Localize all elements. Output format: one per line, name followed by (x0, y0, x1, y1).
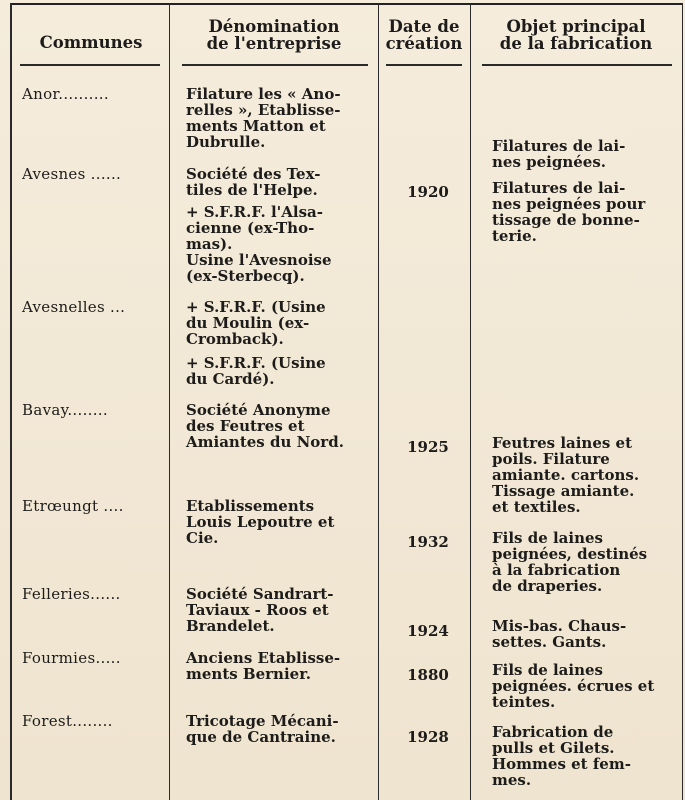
entreprise-anor: Filature les « Ano- relles », Etablisse- ments Matton et Dubrulle. (186, 85, 341, 151)
date-fourmies: 1880 (407, 666, 449, 684)
commune-anor: Anor.......... (22, 85, 109, 103)
entreprise-fourmies: Anciens Etablisse- ments Bernier. (186, 649, 341, 683)
commune-avesnelles: Avesnelles ... (22, 298, 126, 316)
header-underline-objet (482, 64, 672, 66)
top-rule (10, 3, 682, 5)
entreprise-forest: Tricotage Mécani- que de Cantraine. (186, 712, 339, 746)
commune-avesnes: Avesnes ...... (22, 165, 122, 183)
commune-fourmies: Fourmies..... (22, 649, 121, 667)
column-divider-2 (378, 3, 379, 800)
left-border (10, 3, 12, 800)
objet-bavay: Feutres laines et poils. Filature amiante. cartons. Tissage amiante. et textiles. (492, 434, 640, 516)
date-felleries: 1924 (407, 622, 449, 640)
date-bavay: 1925 (407, 438, 449, 456)
entreprise-alsacienne: + S.F.R.F. l'Alsa- cienne (ex-Tho- mas). Usine l'Avesnoise (ex-Sterbecq). (186, 203, 332, 285)
objet-fourmies: Fils de laines peignées. écrues et teintes. (492, 661, 655, 711)
objet-forest: Fabrication de pulls et Gilets. Hommes et fem- mes. (492, 723, 631, 789)
entreprise-usine-moulin: + S.F.R.F. (Usine du Moulin (ex- Cromback). (186, 298, 326, 348)
objet-avesnes: Filatures de lai- nes peignées pour tissage de bonne- terie. (492, 179, 646, 245)
objet-anor: Filatures de lai- nes peignées. (492, 137, 626, 171)
date-avesnes: 1920 (407, 183, 449, 201)
header-objet: Objet principal de la fabrication (499, 17, 653, 53)
objet-etroeungt: Fils de laines peignées, destinés à la fabrication de draperies. (492, 529, 648, 595)
date-forest: 1928 (407, 728, 449, 746)
commune-bavay: Bavay........ (22, 401, 108, 419)
header-underline-entreprise (182, 64, 368, 66)
header-date: Date de création (385, 17, 463, 53)
header-communes: Communes (39, 33, 143, 52)
commune-felleries: Felleries...... (22, 585, 121, 603)
objet-felleries: Mis-bas. Chaus- settes. Gants. (492, 617, 627, 651)
entreprise-bavay: Société Anonyme des Feutres et Amiantes du Nord. (186, 401, 344, 451)
commune-etroeungt: Etrœungt .... (22, 497, 124, 515)
header-underline-date (386, 64, 462, 66)
right-border (682, 3, 683, 800)
entreprise-felleries: Société Sandrart- Taviaux - Roos et Brandelet. (186, 585, 334, 635)
entreprise-usine-carde: + S.F.R.F. (Usine du Cardé). (186, 354, 326, 388)
header-underline-communes (20, 64, 160, 66)
entreprise-avesnes: Société des Tex- tiles de l'Helpe. (186, 165, 321, 199)
commune-forest: Forest........ (22, 712, 113, 730)
entreprise-etroeungt: Etablissements Louis Lepoutre et Cie. (186, 497, 335, 547)
date-etroeungt: 1932 (407, 533, 449, 551)
header-entreprise: Dénomination de l'entreprise (206, 17, 342, 53)
column-divider-3 (470, 3, 471, 800)
column-divider-1 (169, 3, 170, 800)
